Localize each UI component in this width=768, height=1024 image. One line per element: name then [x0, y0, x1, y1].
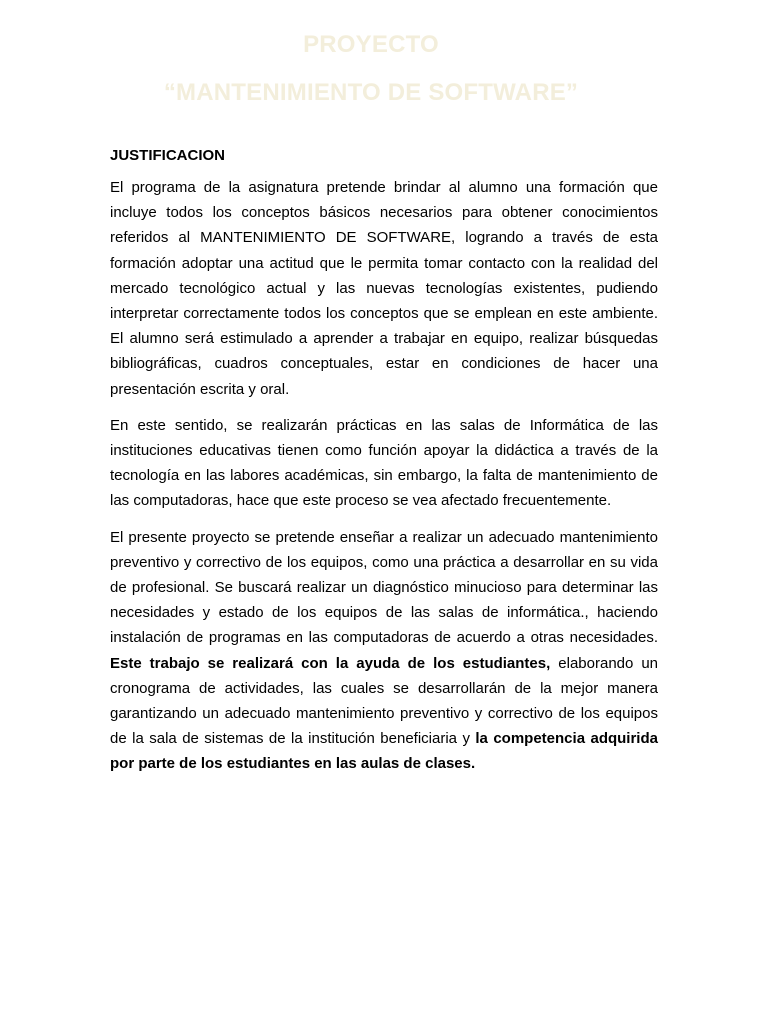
document-title-line-2: “MANTENIMIENTO DE SOFTWARE”	[163, 79, 579, 106]
paragraph-3	[110, 525, 658, 777]
section-heading: JUSTIFICACION	[110, 147, 226, 164]
paragraph-2-text: En este sentido, se realizarán prácticas en las salas de Informática de las instituciones educativas tienen como función apoyar la didáctica a través de la tecnología en las labores académicas, sin embargo, la falta de mantenimiento de las computadoras, hace que este proceso se vea afectado frecuentemente.	[110, 416, 658, 510]
paragraph-3-text-a: El presente proyecto se pretende enseñar a realizar un adecuado mantenimiento preventivo y correctivo de los equipos, como una práctica a desarrollar en su vida de profesional. Se buscará realizar un diagnóstico minucioso para determinar las necesidades y estado de los equipos de las salas de informática., haciendo instalación de programas en las computadoras de acuerdo a otras necesidades.	[110, 528, 658, 647]
paragraph-2	[110, 413, 658, 514]
document-title-line-1: PROYECTO	[303, 31, 439, 58]
paragraph-1-text: El programa de la asignatura pretende brindar al alumno una formación que incluye todos los conceptos básicos necesarios para obtener conocimientos referidos al MANTENIMIENTO DE SOFTWARE, logrando a través de esta formación adoptar una actitud que le permita tomar contacto con la realidad del mercado tecnológico actual y las nuevas tecnologías existentes, pudiendo interpretar correctamente todos los conceptos que se emplean en este ambiente. El alumno será estimulado a aprender a trabajar en equipo, realizar búsquedas bibliográficas, cuadros conceptuales, estar en condiciones de hacer una presentación escrita y oral.	[110, 179, 658, 398]
paragraph-3-bold-a: Este trabajo se realizará con la ayuda de los estudiantes,	[110, 654, 551, 672]
paragraph-1	[110, 175, 658, 402]
paragraph-3-bold-b: la competencia adquirida por parte de los estudiantes en las aulas de clases.	[110, 730, 658, 773]
justification-section	[110, 147, 658, 788]
paragraph-3-text-b: elaborando un cronograma de actividades, las cuales se desarrollarán de la mejor manera garantizando un adecuado mantenimiento preventivo y correctivo de los equipos de la sala de sistemas de la institución beneficiaria y	[110, 654, 659, 748]
